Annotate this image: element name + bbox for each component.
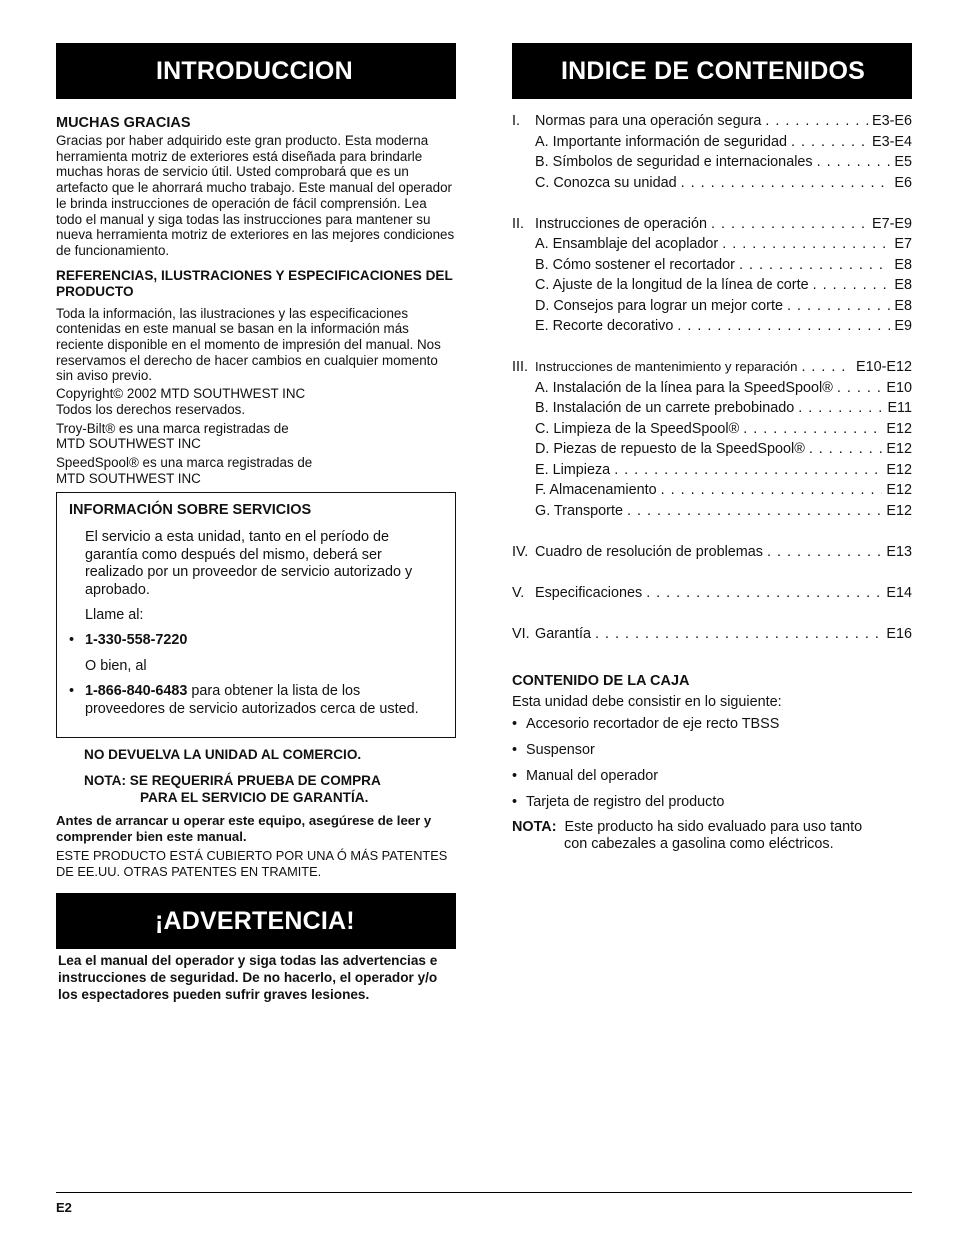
before-operating-text: Antes de arrancar u operar este equipo, asegúrese de leer y comprender bien este manual. [56, 813, 432, 845]
toc-page: E16 [886, 625, 912, 642]
phone-1: 1-330-558-7220 [85, 632, 188, 649]
toc-leader-dots [791, 132, 868, 153]
refs-heading: REFERENCIAS, ILUSTRACIONES Y ESPECIFICACIONES DEL PRODUCTO [56, 267, 453, 299]
toc-leader-dots [801, 357, 852, 378]
toc-leader-dots [595, 624, 882, 645]
warranty-note-line-2: PARA EL SERVICIO DE GARANTÍA. [140, 790, 369, 806]
toc-leader-dots [787, 296, 890, 317]
toc-leader-dots [813, 275, 891, 296]
bullet-icon: • [512, 716, 518, 732]
toc-label: Cuadro de resolución de problemas [535, 543, 763, 560]
box-contents-item-text: Accesorio recortador de eje recto TBSS [526, 716, 780, 732]
toc-label: Instrucciones de mantenimiento y reparación [535, 359, 798, 374]
box-contents-item-text: Suspensor [526, 742, 595, 758]
bullet-icon: • [69, 683, 75, 700]
toc-leader-dots [677, 316, 890, 337]
toc-label: C. Ajuste de la longitud de la línea de corte [535, 277, 809, 293]
toc-row [512, 214, 912, 235]
box-note-text-2: con cabezales a gasolina como eléctricos. [564, 836, 834, 853]
refs-text: Toda la información, las ilustraciones y las especificaciones contenidas en este manual se basan en la información más reciente disponible en el momento de impresión del manual. Nos reservamos el derecho de hacer cambios en cualquier momento sin aviso previo. [56, 305, 441, 384]
bullet-icon: • [69, 632, 75, 649]
toc-leader-dots [722, 234, 890, 255]
toc-label: B. Cómo sostener el recortador [535, 256, 735, 273]
toc-spacer [512, 562, 912, 583]
copyright-line: Copyright© 2002 MTD SOUTHWEST INC [56, 386, 306, 402]
thanks-heading: MUCHAS GRACIAS [56, 115, 191, 131]
toc-number: VI. [512, 625, 530, 642]
toc-leader-dots [646, 583, 882, 604]
service-heading: INFORMACIÓN SOBRE SERVICIOS [69, 502, 312, 519]
toc-leader-dots [681, 173, 891, 194]
toc-page: E6 [894, 174, 912, 191]
toc-page: E8 [894, 277, 912, 293]
toc-label: A. Ensamblaje del acoplador [535, 236, 719, 252]
toc-number: III. [512, 359, 528, 375]
toc-label: D. Piezas de repuesto de la SpeedSpool® [535, 441, 805, 457]
toc-spacer [512, 521, 912, 542]
toc-row [512, 152, 912, 173]
toc-page: E12 [886, 482, 912, 498]
toc-row [512, 624, 912, 645]
toc-page: E7 [894, 236, 912, 252]
toc-row [512, 173, 912, 194]
box-contents-item-text: Manual del operador [526, 768, 659, 784]
toc-leader-dots [711, 214, 868, 235]
no-return-notice: NO DEVUELVA LA UNIDAD AL COMERCIO. [84, 747, 362, 763]
toc-page: E7-E9 [872, 215, 912, 232]
toc-row [512, 480, 912, 501]
toc-label: A. Importante información de seguridad [535, 133, 787, 150]
bullet-icon: • [512, 742, 518, 758]
thanks-text: Gracias por haber adquirido este gran producto. Esta moderna herramienta motriz de exteriores está diseñada para brindarle muchas horas de servicio útil. Usted comprobará que es un artefacto que le ahorrará mucho trabajo. Este manual del operador le brinda instrucciones de operación de fácil comprensión. Lea todo el manual y siga todas las instrucciones para mantener su nueva herramienta motriz de exteriores en las mejores condiciones de funcionamiento. [56, 133, 455, 258]
toc-page: E12 [886, 420, 912, 437]
intro-banner: INTRODUCCION [56, 43, 456, 99]
toc-row [512, 501, 912, 522]
box-note [512, 819, 912, 854]
toc-banner: INDICE DE CONTENIDOS [512, 43, 912, 99]
toc-page: E12 [886, 502, 912, 519]
toc-row [512, 583, 912, 604]
service-info-box [56, 492, 456, 738]
box-contents-heading: CONTENIDO DE LA CAJA [512, 673, 690, 689]
service-or: O bien, al [85, 657, 147, 674]
page-number: E2 [56, 1200, 72, 1215]
box-contents-list [512, 711, 912, 815]
toc-leader-dots [614, 460, 882, 481]
toc-page: E3-E6 [872, 113, 912, 129]
toc-label: Garantía [535, 625, 591, 642]
toc-label: Instrucciones de operación [535, 215, 707, 232]
box-contents-item [512, 763, 912, 789]
toc-label: C. Limpieza de la SpeedSpool® [535, 420, 740, 437]
toc-leader-dots [739, 255, 890, 276]
toc-row [512, 296, 912, 317]
toc-row [512, 460, 912, 481]
toc-leader-dots [817, 152, 891, 173]
toc-leader-dots [627, 501, 882, 522]
toc-row [512, 255, 912, 276]
toc-page: E9 [894, 318, 912, 334]
toc-label: D. Consejos para lograr un mejor corte [535, 297, 783, 314]
warranty-note-label: NOTA: [84, 773, 127, 789]
toc-label: F. Almacenamiento [535, 482, 657, 498]
warning-text: Lea el manual del operador y siga todas las advertencias e instrucciones de seguridad. De no hacerlo, el operador y/o los espectadores pueden sufrir graves lesiones. [58, 953, 438, 1002]
toc-leader-dots [661, 480, 883, 501]
toc-page: E8 [894, 256, 912, 273]
toc-number: IV. [512, 543, 529, 560]
toc-leader-dots [837, 378, 883, 399]
toc-number: V. [512, 584, 525, 601]
toc-leader-dots [798, 398, 883, 419]
toc-page: E10 [886, 379, 912, 396]
toc-label: G. Transporte [535, 502, 623, 519]
toc-leader-dots [809, 439, 883, 460]
left-column [56, 43, 456, 1004]
service-call: Llame al: [85, 606, 144, 623]
toc-label: Normas para una operación segura [535, 113, 762, 129]
phone-2-item [69, 683, 443, 718]
toc-label: Especificaciones [535, 584, 643, 601]
bullet-icon: • [512, 768, 518, 784]
toc-spacer [512, 603, 912, 624]
warranty-note-text: SE REQUERIRÁ PRUEBA DE COMPRA [126, 773, 381, 789]
service-text: El servicio a esta unidad, tanto en el período de garantía como después del mismo, deberá ser realizado por un proveedor de servicio autorizado y aprobado. [85, 529, 413, 598]
toc-row [512, 439, 912, 460]
toc-leader-dots [743, 419, 882, 440]
toc-label: E. Recorte decorativo [535, 318, 674, 334]
trademark-troybilt: Troy-Bilt® es una marca registradas de [56, 420, 289, 436]
box-contents-item [512, 789, 912, 815]
box-note-text: Este producto ha sido evaluado para uso tanto [564, 819, 863, 835]
toc-label: C. Conozca su unidad [535, 174, 677, 191]
toc-page: E8 [894, 297, 912, 314]
toc-page: E5 [894, 154, 912, 170]
toc-number: I. [512, 113, 520, 129]
toc-row [512, 419, 912, 440]
toc-row [512, 378, 912, 399]
toc-row [512, 398, 912, 419]
toc-page: E3-E4 [872, 133, 912, 150]
toc-page: E12 [886, 441, 912, 457]
footer-rule [56, 1192, 912, 1193]
box-note-label: NOTA: [512, 819, 557, 835]
toc-number: II. [512, 215, 524, 232]
toc-row [512, 275, 912, 296]
toc-label: A. Instalación de la línea para la SpeedSpool® [535, 379, 833, 396]
right-column [512, 43, 912, 854]
trademark-speedspool-owner: MTD SOUTHWEST INC [56, 470, 201, 486]
box-contents-item [512, 711, 912, 737]
bullet-icon: • [512, 794, 518, 810]
toc-spacer [512, 337, 912, 358]
box-contents-item-text: Tarjeta de registro del producto [526, 794, 725, 810]
toc-label: E. Limpieza [535, 461, 611, 478]
toc-leader-dots [767, 542, 882, 563]
toc-row [512, 542, 912, 563]
toc-label: B. Instalación de un carrete prebobinado [535, 400, 795, 416]
toc-row [512, 111, 912, 132]
toc-row [512, 316, 912, 337]
phone-2-text: para obtener la lista de los proveedores de servicio autorizados cerca de usted. [85, 683, 419, 717]
toc-row [512, 234, 912, 255]
toc-row [512, 132, 912, 153]
box-contents-intro: Esta unidad debe consistir en lo siguiente: [512, 694, 782, 710]
trademark-troybilt-owner: MTD SOUTHWEST INC [56, 436, 201, 452]
toc-spacer [512, 193, 912, 214]
rights-line: Todos los derechos reservados. [56, 401, 246, 417]
box-contents-item [512, 737, 912, 763]
phone-1-item [69, 632, 443, 649]
warning-banner: ¡ADVERTENCIA! [56, 893, 456, 949]
toc-label: B. Símbolos de seguridad e internacionales [535, 154, 813, 170]
warranty-note [56, 772, 456, 789]
toc-leader-dots [765, 111, 868, 132]
trademark-speedspool: SpeedSpool® es una marca registradas de [56, 454, 313, 470]
toc-page: E13 [886, 543, 912, 560]
table-of-contents [512, 111, 912, 644]
toc-page: E14 [886, 584, 912, 601]
toc-row [512, 357, 912, 378]
toc-page: E10-E12 [855, 359, 912, 375]
patents-text: ESTE PRODUCTO ESTÁ CUBIERTO POR UNA Ó MÁS PATENTES DE EE.UU. OTRAS PATENTES EN TRAMITE. [56, 848, 448, 880]
phone-2: 1-866-840-6483 [85, 683, 188, 700]
toc-page: E11 [887, 400, 912, 416]
toc-page: E12 [886, 461, 912, 478]
